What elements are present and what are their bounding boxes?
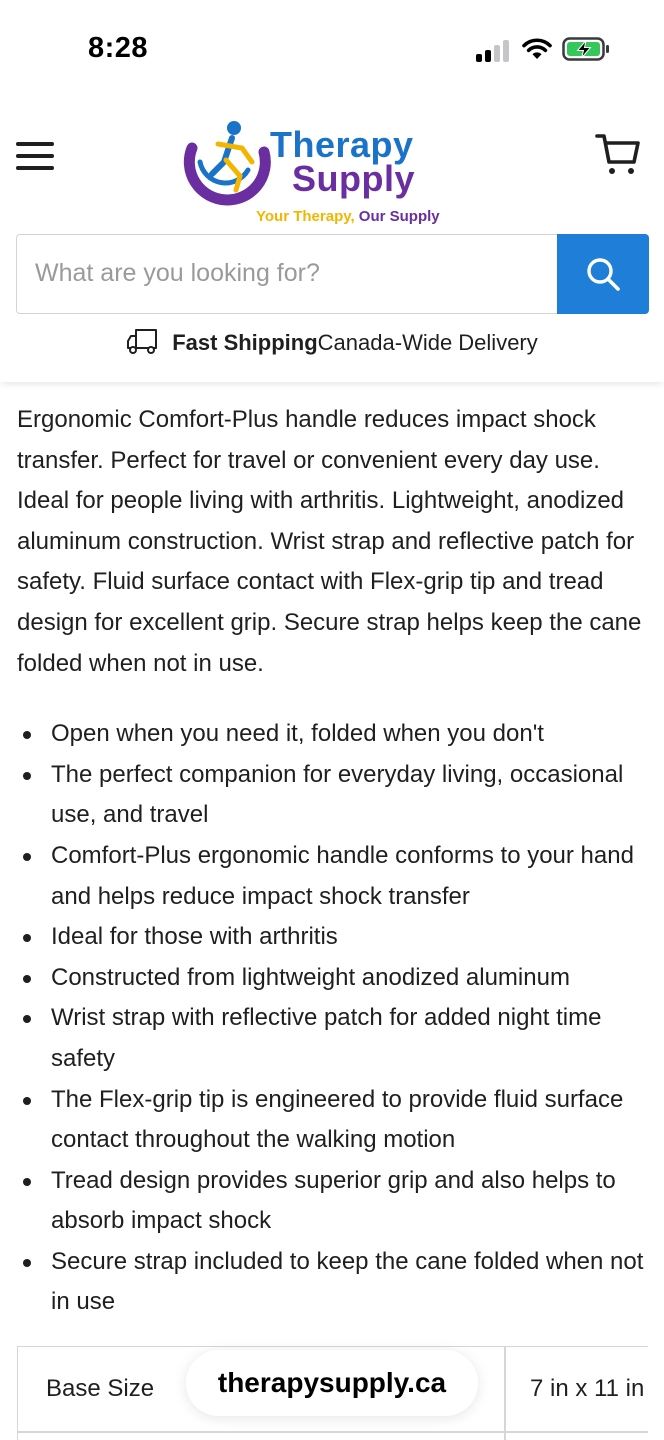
search-input[interactable] [17,235,557,312]
wifi-icon [521,37,553,61]
feature-item: The Flex-grip tip is engineered to provide fluid surface contact throughout the walking motion [17,1080,647,1161]
feature-item: Wrist strap with reflective patch for added night time safety [17,998,647,1079]
logo-tagline-part1: Your Therapy, [256,208,359,225]
spec-row-divider [18,1431,664,1433]
logo-tagline [256,208,440,225]
search-button[interactable] [557,234,649,314]
battery-charging-icon [562,37,610,61]
feature-item: Constructed from lightweight anodized aluminum [17,958,647,999]
delivery-truck-icon [126,327,162,355]
shopping-cart-icon[interactable] [594,130,642,178]
feature-item: Secure strap included to keep the cane folded when not in use [17,1242,647,1323]
feature-item: Open when you need it, folded when you don't [17,714,647,755]
status-time: 8:28 [88,32,149,64]
page-edge [648,1346,664,1440]
feature-item: Ideal for those with arthritis [17,917,647,958]
product-features-list [17,714,647,1323]
feature-item: The perfect companion for everyday living, occasional use, and travel [17,755,647,836]
logo-tagline-part2: Our Supply [358,208,440,225]
search-icon [585,256,621,292]
product-description-section [17,400,647,1323]
spec-column-divider [504,1347,506,1440]
logo-word-supply: Supply [292,158,416,199]
search-bar [16,234,648,314]
site-header [0,100,664,382]
feature-item: Tread design provides superior grip and also helps to absorb impact shock [17,1161,647,1242]
status-bar [0,0,664,100]
logo-mark-icon [178,118,272,208]
logo-word-therapy: Therapy [270,124,414,165]
product-description: Ergonomic Comfort-Plus handle reduces impact shock transfer. Perfect for travel or convenient every day use. Ideal for people living with arthritis. Lightweight, anodized aluminum construction. Wrist strap and reflective patch for safety. Fluid surface contact with Flex-grip tip and tread design for excellent grip. Secure strap helps keep the cane folded when not in use. [17,406,642,677]
shipping-text: Canada-Wide Delivery [317,330,538,355]
shipping-banner [0,330,664,364]
shipping-bold-text: Fast Shipping [172,330,318,355]
cellular-signal-icon [476,40,510,62]
site-logo[interactable] [178,116,478,225]
spec-label-base-size: Base Size [46,1375,155,1402]
browser-url-pill[interactable]: therapysupply.ca [186,1350,478,1416]
hamburger-menu-icon[interactable] [16,140,56,172]
spec-value-base-size: 7 in x 11 in [530,1375,645,1402]
feature-item: Comfort-Plus ergonomic handle conforms to your hand and helps reduce impact shock transfer [17,836,647,917]
